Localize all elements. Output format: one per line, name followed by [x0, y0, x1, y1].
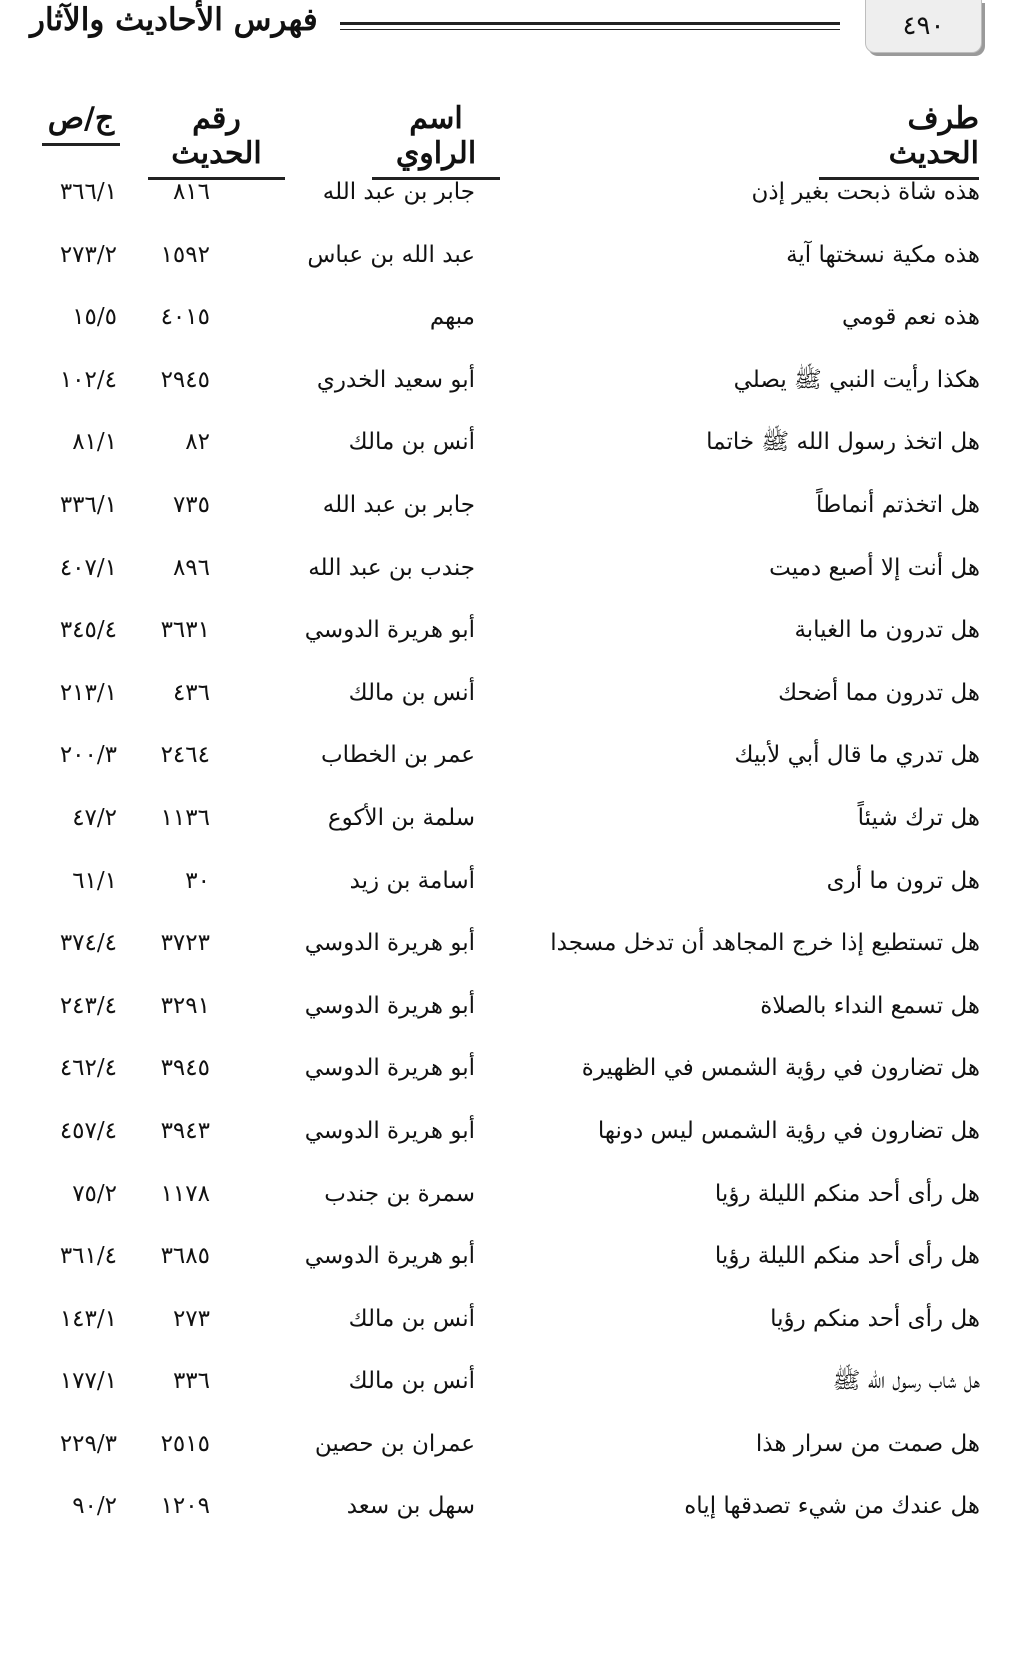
volume-page-cell: ٢٢٩/٣	[59, 1430, 117, 1457]
narrator-cell: سهل بن سعد	[346, 1493, 475, 1520]
hadith-cell: هل اتخذتم أنماطاً	[816, 491, 980, 518]
narrator-cell: أنس بن مالك	[348, 1368, 475, 1395]
hadith-number-cell: ٨٩٦	[172, 554, 210, 581]
hadith-cell: هل رأى أحد منكم الليلة رؤيا	[714, 1243, 980, 1270]
table-row	[0, 667, 1010, 730]
hadith-cell: هل تسمع النداء بالصلاة	[760, 992, 980, 1019]
narrator-cell: أبو هريرة الدوسي	[304, 1243, 475, 1270]
narrator-cell: أنس بن مالك	[348, 1305, 475, 1332]
hadith-cell: هل تدرون ما الغيابة	[794, 617, 980, 644]
narrator-cell: سمرة بن جندب	[324, 1180, 475, 1207]
volume-page-cell: ٢١٣/١	[59, 679, 117, 706]
table-row	[0, 229, 1010, 292]
running-title: فهرس الأحاديث والآثار	[30, 2, 318, 38]
narrator-cell: عمر بن الخطاب	[320, 742, 475, 769]
table-row	[0, 1168, 1010, 1231]
narrator-cell: أبو هريرة الدوسي	[304, 992, 475, 1019]
table-row	[0, 604, 1010, 667]
table-row	[0, 1418, 1010, 1481]
hadith-cell: هذه شاة ذبحت بغير إذن	[751, 179, 980, 205]
hadith-cell: هل تدري ما قال أبي لأبيك	[734, 742, 980, 769]
volume-page-cell: ٣٦٦/١	[59, 179, 117, 205]
hadith-number-cell: ١١٧٨	[160, 1180, 210, 1207]
hadith-number-cell: ٤٠١٥	[160, 304, 210, 331]
table-row	[0, 1042, 1010, 1105]
table-row	[0, 291, 1010, 354]
hadith-number-cell: ٣٠	[185, 867, 210, 894]
volume-page-cell: ٤٥٧/٤	[59, 1117, 117, 1144]
hadith-cell: هل اتخذ رسول الله ﷺ خاتما	[706, 429, 980, 456]
hadith-number-cell: ٤٣٦	[172, 679, 210, 706]
header-rule-thick	[340, 22, 840, 25]
column-header-hadith-number: رقم الحديث	[148, 102, 285, 180]
volume-page-cell: ٣٤٥/٤	[59, 617, 117, 644]
volume-page-cell: ٤٧/٢	[72, 804, 117, 831]
narrator-cell: عبد الله بن عباس	[307, 241, 475, 268]
table-row	[0, 542, 1010, 605]
table-row	[0, 855, 1010, 918]
table-row	[0, 416, 1010, 479]
hadith-number-cell: ٣٧٢٣	[160, 930, 210, 957]
hadith-cell: هل تضارون في رؤية الشمس ليس دونها	[597, 1117, 980, 1144]
table-row	[0, 1105, 1010, 1168]
hadith-cell: هل تدرون مما أضحك	[778, 679, 980, 706]
hadith-cell: هل رأى أحد منكم الليلة رؤيا	[714, 1180, 980, 1207]
hadith-cell: هل ترك شيئاً	[857, 804, 980, 831]
hadith-number-cell: ٢٩٤٥	[160, 366, 210, 393]
table-row	[0, 980, 1010, 1043]
hadith-number-cell: ٨٢	[185, 429, 210, 456]
hadith-cell: هذه مكية نسختها آية	[786, 241, 980, 268]
hadith-cell: هل صمت من سرار هذا	[755, 1430, 980, 1457]
hadith-number-cell: ٣٦٣١	[160, 617, 210, 644]
table-row	[0, 354, 1010, 417]
table-row	[0, 166, 1010, 229]
volume-page-cell: ٨١/١	[72, 429, 117, 456]
hadith-number-cell: ٢٧٣	[172, 1305, 210, 1332]
hadith-cell: هذه نعم قومي	[841, 304, 980, 331]
hadith-number-cell: ٣٦٨٥	[160, 1243, 210, 1270]
narrator-cell: أنس بن مالك	[348, 429, 475, 456]
hadith-number-cell: ٢٤٦٤	[160, 742, 210, 769]
hadith-cell: هل تستطيع إذا خرج المجاهد أن تدخل مسجدا	[550, 930, 980, 957]
page-number: ٤٩٠	[865, 0, 982, 53]
hadith-number-cell: ١١٣٦	[160, 804, 210, 831]
narrator-cell: جندب بن عبد الله	[308, 554, 475, 581]
column-header-hadith: طرف الحديث	[819, 102, 979, 180]
hadith-number-cell: ٢٥١٥	[160, 1430, 210, 1457]
hadith-number-cell: ١٥٩٢	[160, 241, 210, 268]
volume-page-cell: ١٥/٥	[72, 304, 117, 331]
narrator-cell: أبو هريرة الدوسي	[304, 1055, 475, 1082]
narrator-cell: سلمة بن الأكوع	[327, 804, 475, 831]
index-table-body	[0, 166, 1010, 1543]
narrator-cell: عمران بن حصين	[314, 1430, 475, 1457]
hadith-number-cell: ٣٩٤٥	[160, 1055, 210, 1082]
narrator-cell: جابر بن عبد الله	[322, 491, 475, 518]
volume-page-cell: ٤٦٢/٤	[59, 1055, 117, 1082]
column-header-narrator: اسم الراوي	[372, 102, 500, 180]
narrator-cell: أبو هريرة الدوسي	[304, 930, 475, 957]
hadith-cell: هل تضارون في رؤية الشمس في الظهيرة	[581, 1055, 980, 1082]
table-row	[0, 917, 1010, 980]
narrator-cell: أبو هريرة الدوسي	[304, 1117, 475, 1144]
hadith-cell: هل رأى أحد منكم رؤيا	[770, 1305, 980, 1332]
volume-page-cell: ٢٠٠/٣	[59, 742, 117, 769]
narrator-cell: أنس بن مالك	[348, 679, 475, 706]
hadith-cell: هل أنت إلا أصبع دميت	[769, 554, 980, 581]
volume-page-cell: ٣٧٤/٤	[59, 930, 117, 957]
table-row	[0, 1355, 1010, 1418]
hadith-cell: هل عندك من شيء تصدقها إياه	[684, 1493, 980, 1520]
volume-page-cell: ٩٠/٢	[72, 1493, 117, 1520]
narrator-cell: أبو سعيد الخدري	[316, 366, 475, 393]
hadith-cell: هل شاب رسول الله ﷺ	[832, 1368, 980, 1395]
volume-page-cell: ١٧٧/١	[59, 1368, 117, 1395]
column-header-volume-page: ج/ص	[42, 102, 120, 146]
hadith-cell: هل ترون ما أرى	[826, 867, 980, 894]
table-row	[0, 1230, 1010, 1293]
table-row	[0, 792, 1010, 855]
narrator-cell: جابر بن عبد الله	[322, 179, 475, 205]
hadith-number-cell: ١٢٠٩	[160, 1493, 210, 1520]
narrator-cell: أسامة بن زيد	[349, 867, 475, 894]
table-row	[0, 1293, 1010, 1356]
volume-page-cell: ٢٧٣/٢	[59, 241, 117, 268]
hadith-number-cell: ٣٣٦	[172, 1368, 210, 1395]
volume-page-cell: ٣٣٦/١	[59, 491, 117, 518]
hadith-number-cell: ٨١٦	[172, 179, 210, 205]
volume-page-cell: ١٤٣/١	[59, 1305, 117, 1332]
volume-page-cell: ٧٥/٢	[72, 1180, 117, 1207]
volume-page-cell: ٢٤٣/٤	[59, 992, 117, 1019]
table-row	[0, 479, 1010, 542]
table-row	[0, 729, 1010, 792]
narrator-cell: مبهم	[429, 304, 475, 331]
volume-page-cell: ٦١/١	[72, 867, 117, 894]
hadith-number-cell: ٧٣٥	[172, 491, 210, 518]
hadith-number-cell: ٣٩٤٣	[160, 1117, 210, 1144]
narrator-cell: أبو هريرة الدوسي	[304, 617, 475, 644]
hadith-cell: هكذا رأيت النبي ﷺ يصلي	[733, 366, 980, 393]
hadith-number-cell: ٣٢٩١	[160, 992, 210, 1019]
volume-page-cell: ١٠٢/٤	[59, 366, 117, 393]
header-rule-thin	[340, 29, 840, 30]
table-row	[0, 1480, 1010, 1543]
volume-page-cell: ٣٦١/٤	[59, 1243, 117, 1270]
volume-page-cell: ٤٠٧/١	[59, 554, 117, 581]
